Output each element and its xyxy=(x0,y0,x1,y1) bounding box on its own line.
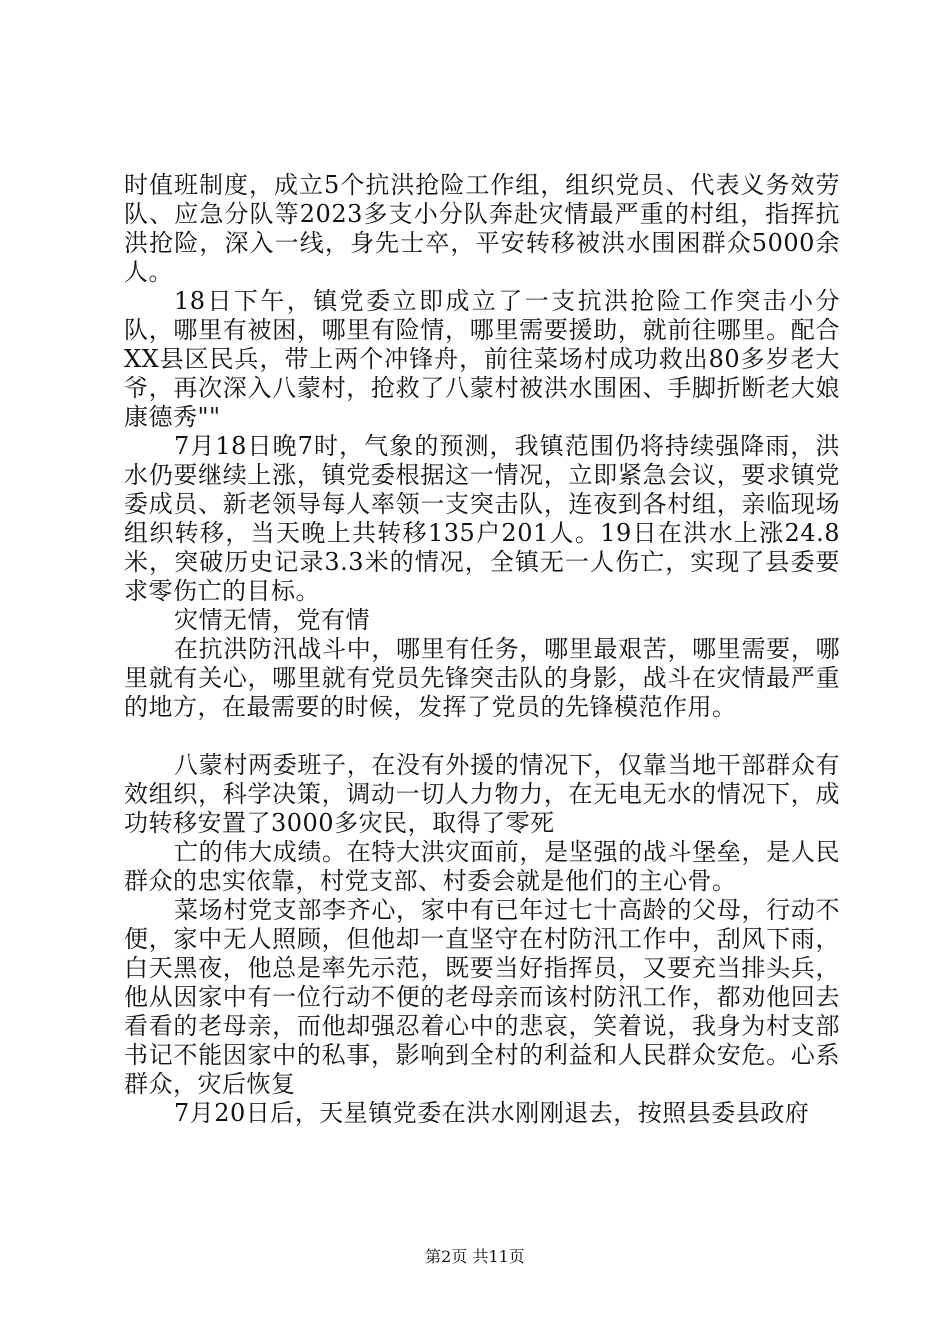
paragraph-6: 亡的伟大成绩。在特大洪灾面前，是坚强的战斗堡垒，是人民群众的忠实依靠，村党支部、村委会就是他们的主心骨。 xyxy=(124,838,840,895)
paragraph-1: 时值班制度，成立5个抗洪抢险工作组，组织党员、代表义务效劳队、应急分队等2023多支小分队奔赴灾情最严重的村组，指挥抗洪抢险，深入一线，身先士卒，平安转移被洪水围困群众5000余人。 xyxy=(124,171,840,286)
paragraph-8: 7月20日后，天星镇党委在洪水刚刚退去，按照县委县政府 xyxy=(174,1099,810,1127)
paragraph-4: 在抗洪防汛战斗中，哪里有任务，哪里最艰苦，哪里需要，哪里就有关心，哪里就有党员先锋突击队的身影，战斗在灾情最严重的地方，在最需要的时候，发挥了党员的先锋模范作用。 xyxy=(124,635,840,721)
paragraph-5: 八蒙村两委班子，在没有外援的情况下，仅靠当地干部群众有效组织，科学决策，调动一切人力物力，在无电无水的情况下，成功转移安置了3000多灾民，取得了零死 xyxy=(124,751,840,837)
page-number-footer: 第2页 共11页 xyxy=(425,1247,525,1266)
section-heading: 灾情无情，党有情 xyxy=(174,606,370,634)
document-body xyxy=(124,171,840,1128)
paragraph-2: 18日下午，镇党委立即成立了一支抗洪抢险工作突击小分队，哪里有被困，哪里有险情，哪里需要援助，就前往哪里。配合XX县区民兵，带上两个冲锋舟，前往菜场村成功救出80多岁老大爷，再次深入八蒙村，抢救了八蒙村被洪水围困、手脚折断老大娘康德秀"" xyxy=(124,287,840,431)
paragraph-3: 7月18日晚7时，气象的预测，我镇范围仍将持续强降雨，洪水仍要继续上涨，镇党委根据这一情况，立即紧急会议，要求镇党委成员、新老领导每人率领一支突击队，连夜到各村组，亲临现场组织转移，当天晚上共转移135户201人。19日在洪水上涨24.8米，突破历史记录3.3米的情况，全镇无一人伤亡，实现了县委要求零伤亡的目标。 xyxy=(124,432,840,605)
paragraph-7: 菜场村党支部李齐心，家中有已年过七十高龄的父母，行动不便，家中无人照顾，但他却一直坚守在村防汛工作中，刮风下雨，白天黑夜，他总是率先示范，既要当好指挥员，又要充当排头兵，他从因家中有一位行动不便的老母亲而该村防汛工作，都劝他回去看看的老母亲，而他却强忍着心中的悲哀，笑着说，我身为村支部书记不能因家中的私事，影响到全村的利益和人民群众安危。心系群众，灾后恢复 xyxy=(124,896,840,1098)
